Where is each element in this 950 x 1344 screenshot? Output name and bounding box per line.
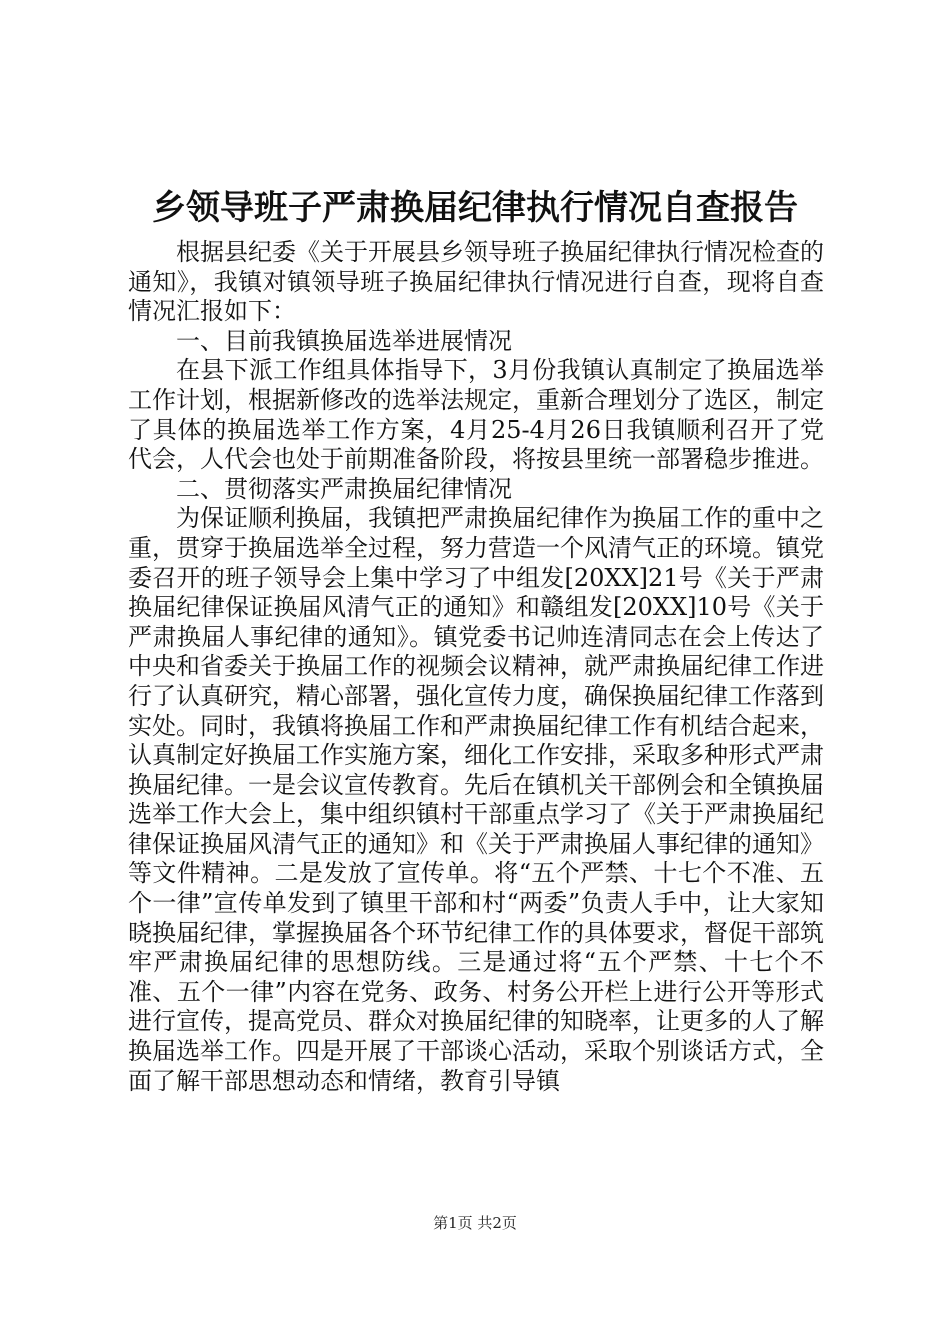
document-body [128,238,824,1096]
section-heading-1: 一、目前我镇换届选举进展情况 [176,326,512,355]
page-number-footer: 第1页 共2页 [433,1214,517,1232]
document-title: 乡领导班子严肃换届纪律执行情况自查报告 [152,188,798,228]
section-heading-2: 二、贯彻落实严肃换届纪律情况 [176,474,512,503]
section-1-paragraph: 在县下派工作组具体指导下，3月份我镇认真制定了换届选举工作计划，根据新修改的选举法规定，重新合理划分了选区，制定了具体的换届选举工作方案，4月25-4月26日我镇顺利召开了党代会，人代会也处于前期准备阶段，将按县里统一部署稳步推进。 [128,356,824,474]
section-2-paragraph: 为保证顺利换届，我镇把严肃换届纪律作为换届工作的重中之重，贯穿于换届选举全过程，努力营造一个风清气正的环境。镇党委召开的班子领导会上集中学习了中组发[20XX]21号《关于严肃换届纪律保证换届风清气正的通知》和赣组发[20XX]10号《关于严肃换届人事纪律的通知》。镇党委书记帅连清同志在会上传达了中央和省委关于换届工作的视频会议精神，就严肃换届纪律工作进行了认真研究，精心部署，强化宣传力度，确保换届纪律工作落到实处。同时，我镇将换届工作和严肃换届纪律工作有机结合起来，认真制定好换届工作实施方案，细化工作安排，采取多种形式严肃换届纪律。一是会议宣传教育。先后在镇机关干部例会和全镇换届选举工作大会上，集中组织镇村干部重点学习了《关于严肃换届纪律保证换届风清气正的通知》和《关于严肃换届人事纪律的通知》等文件精神。二是发放了宣传单。将“五个严禁、十七个不准、五个一律”宣传单发到了镇里干部和村“两委”负责人手中，让大家知晓换届纪律，掌握换届各个环节纪律工作的具体要求，督促干部筑牢严肃换届纪律的思想防线。三是通过将“五个严禁、十七个不准、五个一律”内容在党务、政务、村务公开栏上进行公开等形式进行宣传，提高党员、群众对换届纪律的知晓率，让更多的人了解换届选举工作。四是开展了干部谈心活动，采取个别谈话方式，全面了解干部思想动态和情绪，教育引导镇 [128,504,824,1095]
intro-paragraph: 根据县纪委《关于开展县乡领导班子换届纪律执行情况检查的通知》，我镇对镇领导班子换届纪律执行情况进行自查，现将自查情况汇报如下： [128,238,824,326]
